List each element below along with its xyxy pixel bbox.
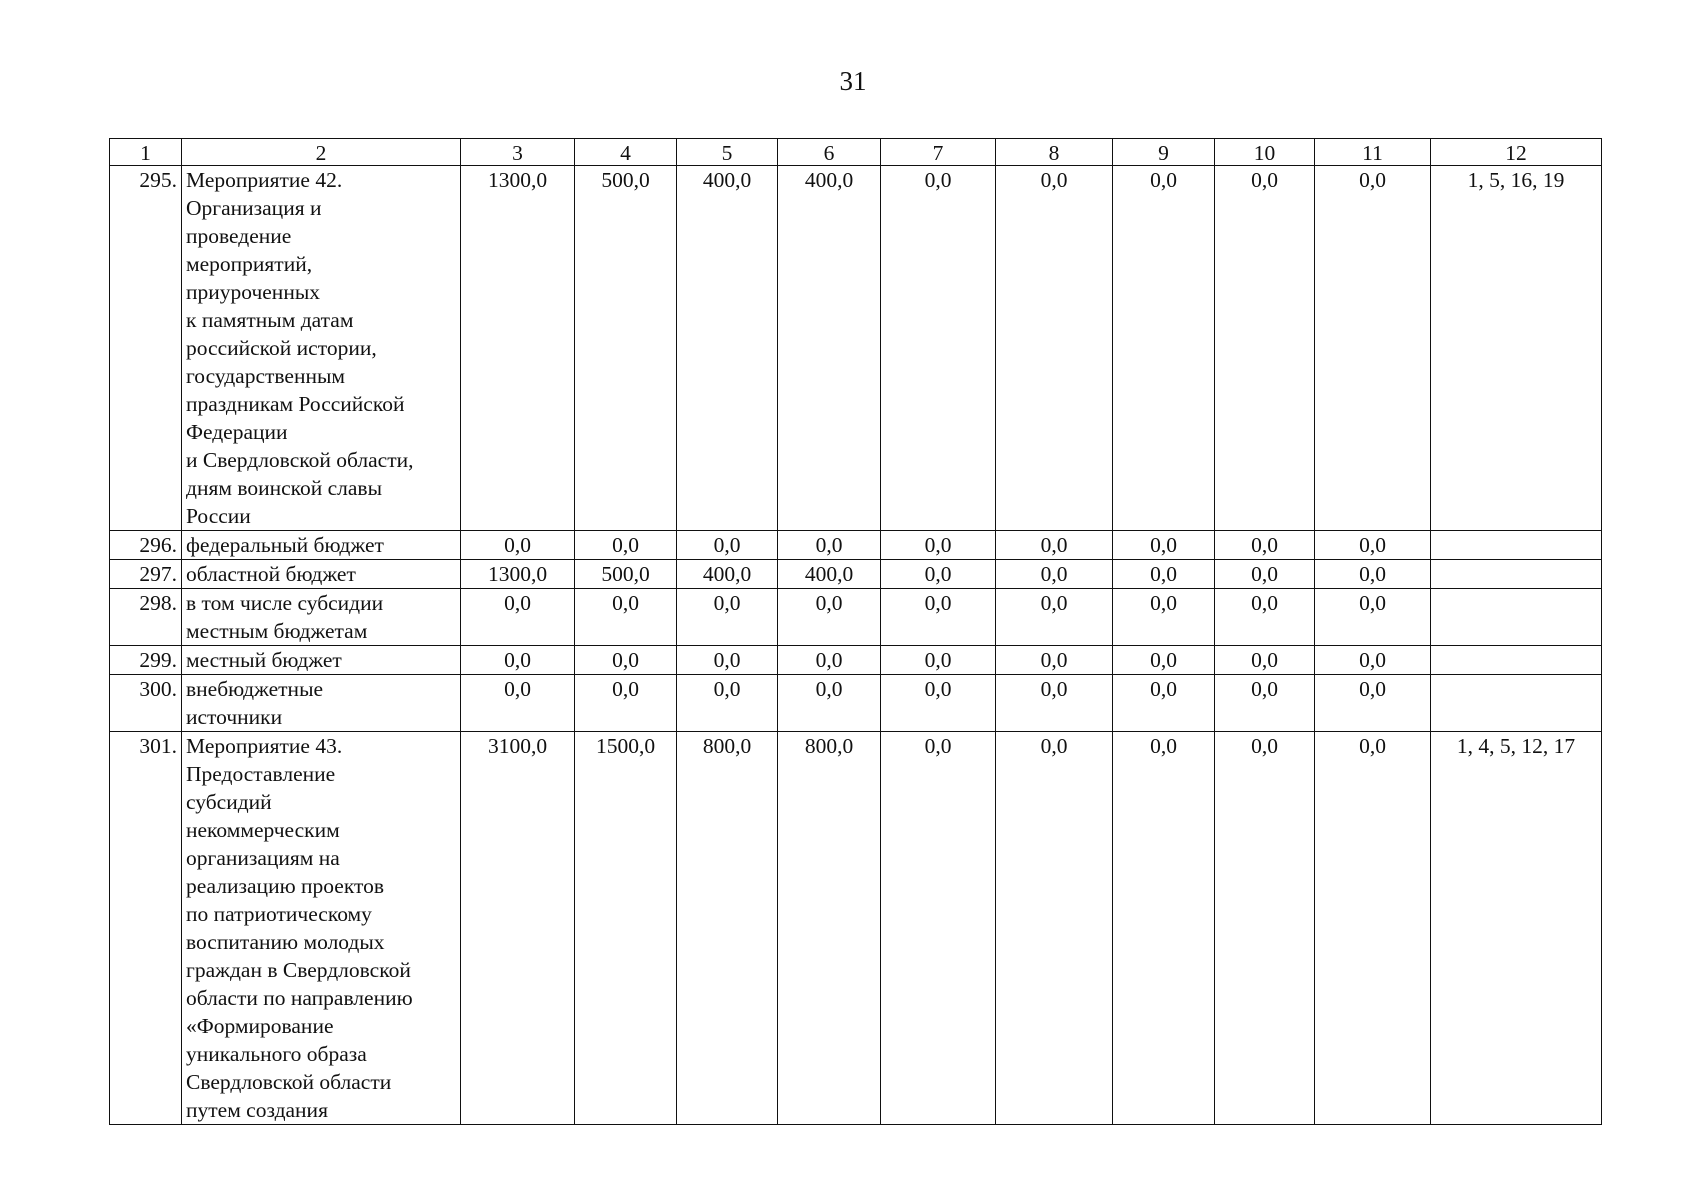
column-header: 12 — [1431, 139, 1602, 166]
value-cell: 0,0 — [677, 589, 778, 646]
row-name-line: Предоставление — [186, 762, 336, 786]
target-indicators-cell — [1431, 531, 1602, 560]
value-cell: 0,0 — [778, 646, 881, 675]
column-header: 9 — [1113, 139, 1215, 166]
value-cell: 0,0 — [996, 589, 1113, 646]
value-cell: 0,0 — [778, 589, 881, 646]
value-cell: 0,0 — [1315, 589, 1431, 646]
value-cell: 0,0 — [1113, 732, 1215, 1125]
value-cell: 0,0 — [778, 531, 881, 560]
value-cell: 0,0 — [881, 732, 996, 1125]
column-header: 2 — [182, 139, 461, 166]
value-cell: 0,0 — [1315, 675, 1431, 732]
value-cell: 0,0 — [996, 560, 1113, 589]
column-header: 5 — [677, 139, 778, 166]
value-cell: 0,0 — [778, 675, 881, 732]
value-cell: 0,0 — [1315, 732, 1431, 1125]
value-cell: 400,0 — [778, 166, 881, 531]
value-cell: 3100,0 — [461, 732, 575, 1125]
value-cell: 0,0 — [575, 675, 677, 732]
column-header: 10 — [1215, 139, 1315, 166]
row-name-line: субсидий — [186, 790, 272, 814]
value-cell: 0,0 — [881, 589, 996, 646]
column-header: 1 — [110, 139, 182, 166]
value-cell: 0,0 — [1113, 589, 1215, 646]
value-cell: 0,0 — [575, 589, 677, 646]
table-row — [110, 531, 1602, 560]
table-row — [110, 646, 1602, 675]
row-name — [182, 589, 461, 646]
row-name — [182, 531, 461, 560]
value-cell: 400,0 — [677, 166, 778, 531]
column-header: 6 — [778, 139, 881, 166]
row-name-line: России — [186, 504, 251, 528]
value-cell: 0,0 — [1215, 560, 1315, 589]
row-name-line: «Формирование — [186, 1014, 334, 1038]
row-name-line: уникального образа — [186, 1042, 367, 1066]
table-row — [110, 675, 1602, 732]
row-number: 300. — [110, 675, 182, 732]
value-cell: 0,0 — [881, 531, 996, 560]
value-cell: 0,0 — [461, 589, 575, 646]
value-cell: 0,0 — [1315, 646, 1431, 675]
value-cell: 0,0 — [996, 675, 1113, 732]
value-cell: 0,0 — [1215, 675, 1315, 732]
value-cell: 0,0 — [1113, 531, 1215, 560]
row-name-line: некоммерческим — [186, 818, 340, 842]
value-cell: 800,0 — [778, 732, 881, 1125]
row-number: 299. — [110, 646, 182, 675]
value-cell: 0,0 — [1215, 646, 1315, 675]
row-name-line: государственным — [186, 364, 346, 388]
value-cell: 0,0 — [1315, 166, 1431, 531]
target-indicators-cell — [1431, 675, 1602, 732]
row-name-line: Мероприятие 42. — [186, 168, 343, 192]
target-indicators-cell — [1431, 589, 1602, 646]
row-name-line: реализацию проектов — [186, 874, 384, 898]
row-name-line: Организация и — [186, 196, 322, 220]
value-cell: 0,0 — [575, 531, 677, 560]
row-name-line: федеральный бюджет — [186, 533, 384, 557]
target-indicators-cell — [1431, 646, 1602, 675]
value-cell: 0,0 — [1113, 675, 1215, 732]
row-name-line: путем создания — [186, 1098, 328, 1122]
value-cell: 0,0 — [1215, 589, 1315, 646]
row-name-line: местный бюджет — [186, 648, 342, 672]
value-cell: 400,0 — [778, 560, 881, 589]
value-cell: 0,0 — [461, 531, 575, 560]
row-name-line: организациям на — [186, 846, 340, 870]
column-header: 8 — [996, 139, 1113, 166]
row-name-line: области по направлению — [186, 986, 413, 1010]
row-name-line: Федерации — [186, 420, 288, 444]
row-name-line: и Свердловской области, — [186, 448, 414, 472]
value-cell: 0,0 — [1215, 531, 1315, 560]
target-indicators-cell: 1, 5, 16, 19 — [1431, 166, 1602, 531]
value-cell: 0,0 — [996, 646, 1113, 675]
value-cell: 0,0 — [996, 166, 1113, 531]
table-row — [110, 732, 1602, 1125]
row-name-line: местным бюджетам — [186, 619, 368, 643]
row-name-line: внебюджетные — [186, 677, 324, 701]
value-cell: 0,0 — [881, 166, 996, 531]
value-cell: 0,0 — [461, 675, 575, 732]
value-cell: 0,0 — [1215, 166, 1315, 531]
row-name-line: Мероприятие 43. — [186, 734, 343, 758]
column-header: 11 — [1315, 139, 1431, 166]
table-row — [110, 589, 1602, 646]
row-number: 298. — [110, 589, 182, 646]
table-row — [110, 166, 1602, 531]
value-cell: 0,0 — [881, 675, 996, 732]
value-cell: 0,0 — [1113, 166, 1215, 531]
row-name-line: мероприятий, — [186, 252, 313, 276]
value-cell: 1500,0 — [575, 732, 677, 1125]
row-number: 296. — [110, 531, 182, 560]
row-name-line: областной бюджет — [186, 562, 356, 586]
value-cell: 400,0 — [677, 560, 778, 589]
value-cell: 0,0 — [996, 531, 1113, 560]
value-cell: 0,0 — [1215, 732, 1315, 1125]
row-name — [182, 166, 461, 531]
row-name-line: праздникам Российской — [186, 392, 405, 416]
value-cell: 800,0 — [677, 732, 778, 1125]
row-name-line: источники — [186, 705, 283, 729]
value-cell: 0,0 — [677, 675, 778, 732]
value-cell: 0,0 — [575, 646, 677, 675]
row-name — [182, 732, 461, 1125]
value-cell: 0,0 — [461, 646, 575, 675]
row-name-line: приуроченных — [186, 280, 321, 304]
row-name-line: Свердловской области — [186, 1070, 392, 1094]
value-cell: 1300,0 — [461, 166, 575, 531]
row-name — [182, 675, 461, 732]
value-cell: 500,0 — [575, 560, 677, 589]
table-row — [110, 560, 1602, 589]
row-name-line: проведение — [186, 224, 292, 248]
value-cell: 0,0 — [677, 531, 778, 560]
value-cell: 500,0 — [575, 166, 677, 531]
value-cell: 0,0 — [1315, 531, 1431, 560]
header-row — [110, 139, 1602, 166]
row-name-line: к памятным датам — [186, 308, 354, 332]
table-body — [110, 166, 1602, 1125]
row-number: 297. — [110, 560, 182, 589]
value-cell: 0,0 — [677, 646, 778, 675]
target-indicators-cell: 1, 4, 5, 12, 17 — [1431, 732, 1602, 1125]
row-name — [182, 560, 461, 589]
row-name-line: воспитанию молодых — [186, 930, 385, 954]
value-cell: 0,0 — [1113, 646, 1215, 675]
value-cell: 0,0 — [1315, 560, 1431, 589]
page-number: 31 — [839, 66, 867, 96]
value-cell: 0,0 — [881, 560, 996, 589]
column-header: 4 — [575, 139, 677, 166]
row-name-line: дням воинской славы — [186, 476, 383, 500]
row-name-line: российской истории, — [186, 336, 377, 360]
value-cell: 1300,0 — [461, 560, 575, 589]
row-number: 301. — [110, 732, 182, 1125]
row-name — [182, 646, 461, 675]
value-cell: 0,0 — [996, 732, 1113, 1125]
row-name-line: в том числе субсидии — [186, 591, 384, 615]
row-name-line: по патриотическому — [186, 902, 372, 926]
value-cell: 0,0 — [881, 646, 996, 675]
value-cell: 0,0 — [1113, 560, 1215, 589]
column-header: 7 — [881, 139, 996, 166]
row-name-line: граждан в Свердловской — [186, 958, 411, 982]
column-header: 3 — [461, 139, 575, 166]
row-number: 295. — [110, 166, 182, 531]
target-indicators-cell — [1431, 560, 1602, 589]
budget-table — [109, 138, 1602, 1125]
